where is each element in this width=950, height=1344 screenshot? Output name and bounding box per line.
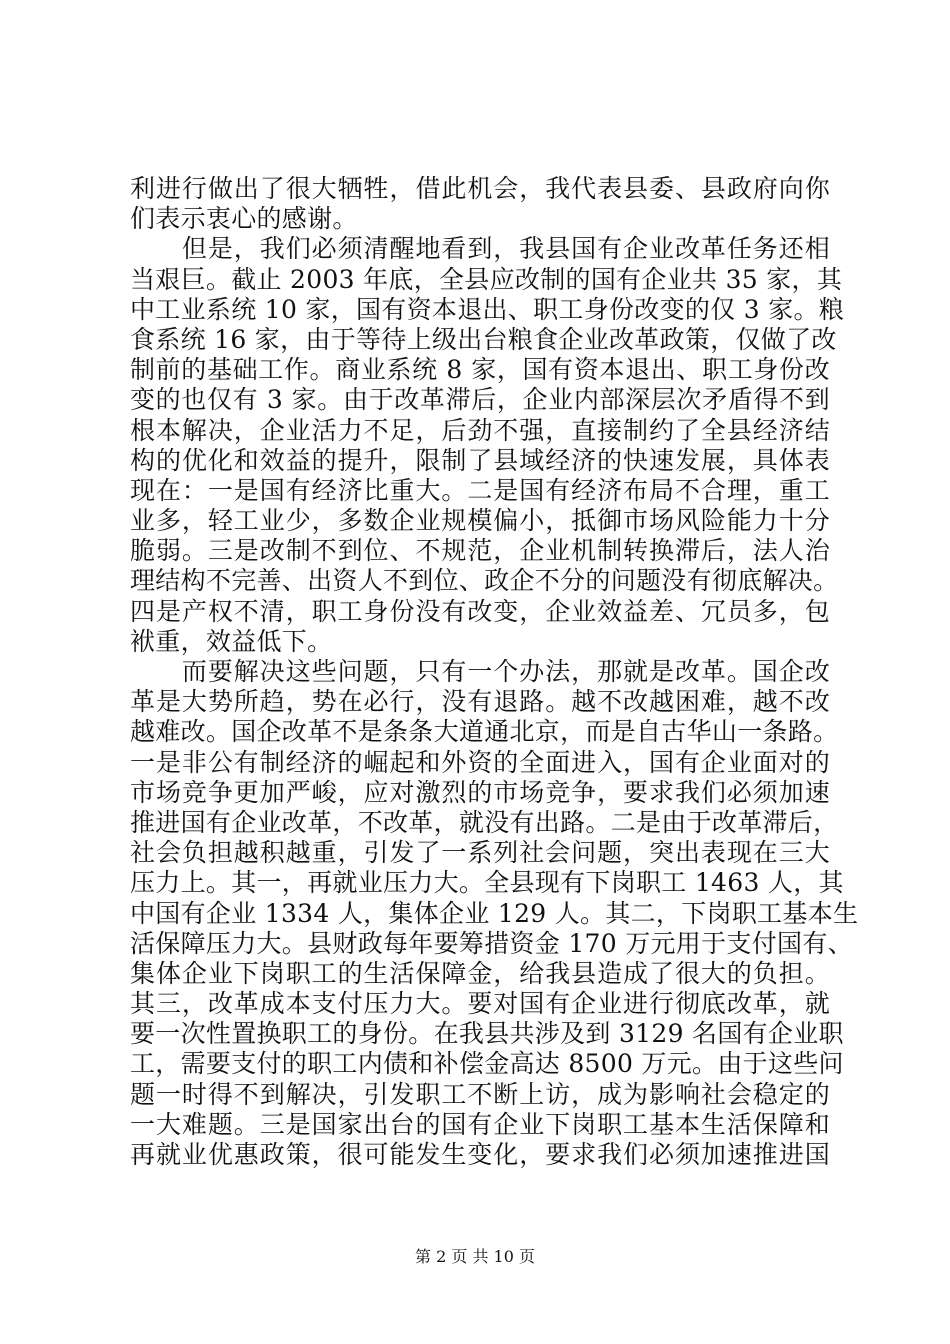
text-line: 再就业优惠政策，很可能发生变化，要求我们必须加速推进国	[130, 1140, 830, 1169]
text-line: 一是非公有制经济的崛起和外资的全面进入，国有企业面对的	[130, 747, 830, 777]
text-line: 中工业系统 10 家，国有资本退出、职工身份改变的仅 3 家。粮	[130, 294, 845, 324]
text-line: 但是，我们必须清醒地看到，我县国有企业改革任务还相	[130, 234, 830, 264]
text-line: 压力上。其一，再就业压力大。全县现有下岗职工 1463 人，其	[130, 868, 844, 898]
text-line: 越难改。国企改革不是条条大道通北京，而是自古华山一条路。	[130, 717, 839, 747]
text-line: 利进行做出了很大牺牲，借此机会，我代表县委、县政府向你	[130, 174, 830, 203]
text-line: 四是产权不清，职工身份没有改变，企业效益差、冗员多，包	[130, 596, 830, 626]
text-line: 其三，改革成本支付压力大。要对国有企业进行彻底改革，就	[130, 989, 830, 1019]
text-line: 工，需要支付的职工内债和补偿金高达 8500 万元。由于这些问	[130, 1049, 844, 1079]
text-line: 推进国有企业改革，不改革，就没有出路。二是由于改革滞后，	[130, 807, 839, 837]
text-line: 们表示衷心的感谢。	[130, 204, 358, 234]
text-line: 而要解决这些问题，只有一个办法，那就是改革。国企改	[130, 657, 830, 686]
text-line: 中国有企业 1334 人，集体企业 129 人。其二，下岗职工基本生	[130, 898, 859, 928]
text-line: 一大难题。三是国家出台的国有企业下岗职工基本生活保障和	[130, 1109, 830, 1139]
text-line: 当艰巨。截止 2003 年底，全县应改制的国有企业共 35 家，其	[130, 264, 843, 294]
text-line: 要一次性置换职工的身份。在我县共涉及到 3129 名国有企业职	[130, 1019, 844, 1049]
text-line: 食系统 16 家，由于等待上级出台粮食企业改革政策，仅做了改	[130, 324, 837, 354]
text-line: 制前的基础工作。商业系统 8 家，国有资本退出、职工身份改	[130, 355, 830, 385]
text-line: 集体企业下岗职工的生活保障金，给我县造成了很大的负担。	[130, 958, 830, 988]
text-line: 袱重，效益低下。	[130, 626, 333, 656]
text-line: 根本解决，企业活力不足，后劲不强，直接制约了全县经济结	[130, 415, 830, 445]
text-line: 现在：一是国有经济比重大。二是国有经济布局不合理，重工	[130, 475, 830, 505]
text-line: 市场竞争更加严峻，应对激烈的市场竞争，要求我们必须加速	[130, 777, 830, 807]
text-line: 社会负担越积越重，引发了一系列社会问题，突出表现在三大	[130, 838, 830, 868]
text-line: 题一时得不到解决，引发职工不断上访，成为影响社会稳定的	[130, 1079, 830, 1109]
text-line: 革是大势所趋，势在必行，没有退路。越不改越困难，越不改	[130, 687, 830, 717]
text-line: 构的优化和效益的提升，限制了县域经济的快速发展，具体表	[130, 445, 830, 475]
text-line: 理结构不完善、出资人不到位、政企不分的问题没有彻底解决。	[130, 566, 839, 596]
text-line: 活保障压力大。县财政每年要筹措资金 170 万元用于支付国有、	[130, 928, 853, 958]
page-footer: 第 2 页 共 10 页	[415, 1247, 535, 1266]
text-line: 脆弱。三是改制不到位、不规范，企业机制转换滞后，法人治	[130, 536, 830, 566]
body-text	[130, 174, 859, 1170]
text-line: 变的也仅有 3 家。由于改革滞后，企业内部深层次矛盾得不到	[130, 385, 830, 415]
text-line: 业多，轻工业少，多数企业规模偏小，抵御市场风险能力十分	[130, 506, 830, 536]
